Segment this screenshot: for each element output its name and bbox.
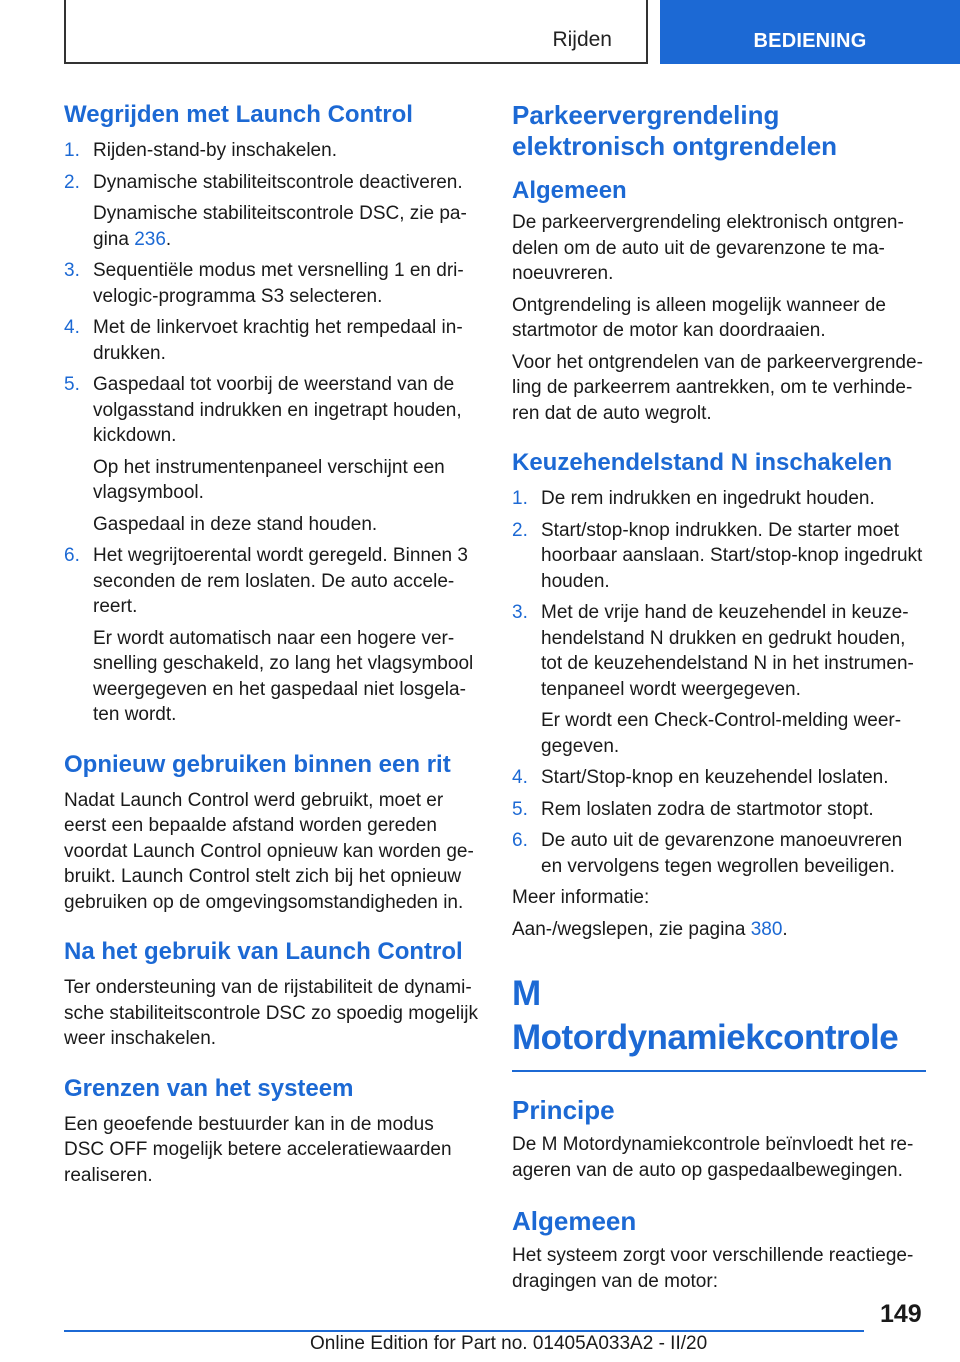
list-item xyxy=(64,372,478,537)
step-text: Met de vrije hand de keuzehendel in keuzehendelstand N drukken en gedrukt houden, tot de keuzehendelstand N in het instrumentenpaneel wordt weergegeven. xyxy=(541,602,914,700)
system-limits-paragraph: Een geoefende bestuurder kan in de modus DSC OFF mogelijk betere acceleratiewaarden realiseren. xyxy=(64,1113,452,1186)
chapter-heading: M Motordynamiekcontrole xyxy=(512,972,926,1072)
step-text: Sequentiële modus met versnelling 1 en drivelogic-programma S3 selecteren. xyxy=(93,260,464,307)
list-item xyxy=(512,486,926,512)
step-text: Start/Stop-knop en keuzehendel loslaten. xyxy=(541,767,889,788)
list-item xyxy=(64,138,478,164)
step-number: 1. xyxy=(64,140,80,161)
left-column xyxy=(64,100,478,1194)
step-number: 3. xyxy=(512,602,528,623)
reuse-heading: Opnieuw gebruiken binnen een rit xyxy=(64,750,451,778)
header-frame xyxy=(64,0,648,64)
list-item xyxy=(512,797,926,823)
reuse-paragraph: Nadat Launch Control werd gebruikt, moet er eerst een bepaalde afstand worden gereden voordat Launch Control opnieuw kan worden gebruikt. Launch Control stelt zich bij het opnieuw gebruiken op de omgevingsomstandigheden in. xyxy=(64,789,474,913)
list-item xyxy=(512,600,926,759)
more-info-label: Meer informatie: xyxy=(512,887,650,908)
step-text: Het wegrijtoerental wordt geregeld. Binnen 3 seconden de rem loslaten. De auto accelereert. xyxy=(93,545,468,617)
after-use-heading: Na het gebruik van Launch Control xyxy=(64,938,463,965)
more-info-reference xyxy=(512,917,926,943)
park-paragraph: De parkeervergrendeling elektronisch ontgrendelen om de auto uit de gevarenzone te manoeuvreren. xyxy=(512,212,904,284)
step-number: 4. xyxy=(512,767,528,788)
step-note: Gaspedaal in deze stand houden. xyxy=(93,513,378,535)
step-note xyxy=(93,201,478,252)
list-item xyxy=(64,258,478,309)
step-number: 6. xyxy=(64,545,80,566)
header-chapter-label: BEDIENING xyxy=(753,29,867,52)
list-item xyxy=(512,518,926,595)
launch-control-heading: Wegrijden met Launch Control xyxy=(64,101,413,128)
step-number: 5. xyxy=(512,798,528,820)
page-number: 149 xyxy=(880,1300,922,1328)
neutral-heading: Keuzehendelstand N inschakelen xyxy=(512,449,893,476)
neutral-steps xyxy=(512,486,926,879)
step-text: Met de linkervoet krachtig het rempedaal indrukken. xyxy=(93,317,463,364)
after-use-paragraph: Ter ondersteuning van de rijstabiliteit de dynamische stabiliteitscontrole DSC zo spoedig mogelijk weer inschakelen. xyxy=(64,977,478,1049)
park-paragraph: Voor het ontgrendelen van de parkeervergrendeling de parkeerrem aantrekken, om te verhinderen dat de auto wegrolt. xyxy=(512,351,923,424)
list-item xyxy=(64,543,478,728)
ref-prefix: Aan-/wegslepen, zie pagina xyxy=(512,918,751,940)
page-reference-link[interactable]: 236 xyxy=(134,228,166,250)
list-item xyxy=(64,170,478,253)
step-text: De rem indrukken en ingedrukt houden. xyxy=(541,488,875,509)
principle-paragraph: De M Motordynamiekcontrole beïnvloedt het reageren van de auto op gaspedaalbewegingen. xyxy=(512,1134,914,1181)
step-note: Op het instrumentenpaneel verschijnt een vlagsymbool. xyxy=(93,456,445,503)
list-item xyxy=(512,765,926,791)
step-number: 4. xyxy=(64,317,80,338)
park-general-heading: Algemeen xyxy=(512,177,627,204)
footer-divider xyxy=(64,1330,864,1332)
list-item xyxy=(512,828,926,879)
step-number: 3. xyxy=(64,260,80,281)
chapter-general-heading: Algemeen xyxy=(512,1206,637,1236)
header-chapter-tab[interactable] xyxy=(660,0,960,64)
step-text: Rijden-stand-by inschakelen. xyxy=(93,140,337,161)
step-number: 5. xyxy=(64,374,80,395)
system-limits-heading: Grenzen van het systeem xyxy=(64,1074,354,1102)
step-number: 2. xyxy=(64,171,80,193)
header-section-title: Rijden xyxy=(552,28,612,51)
step-text: De auto uit de gevarenzone manoeuvreren en vervolgens tegen wegrollen beveiligen. xyxy=(541,830,903,877)
step-text: Dynamische stabiliteitscontrole deactiveren. xyxy=(93,171,463,193)
launch-control-steps xyxy=(64,138,478,728)
footer-edition-text: Online Edition for Part no. 01405A033A2 - II/20 xyxy=(310,1333,708,1354)
step-number: 2. xyxy=(512,519,528,541)
principle-heading: Principe xyxy=(512,1095,615,1125)
step-text: Rem loslaten zodra de startmotor stopt. xyxy=(541,798,874,820)
step-note: Er wordt een Check-Control-melding weergegeven. xyxy=(541,710,902,757)
park-lock-heading: Parkeervergrendeling elektronisch ontgrendelen xyxy=(512,100,838,161)
step-number: 6. xyxy=(512,830,528,851)
step-number: 1. xyxy=(512,488,528,509)
step-text: Gaspedaal tot voorbij de weerstand van de volgasstand indrukken en ingetrapt houden, kickdown. xyxy=(93,374,462,446)
right-column xyxy=(512,100,926,1300)
park-paragraph: Ontgrendeling is alleen mogelijk wanneer de startmotor de motor kan doordraaien. xyxy=(512,294,886,341)
ref-suffix: . xyxy=(165,228,172,250)
chapter-general-paragraph: Het systeem zorgt voor verschillende reactiegedragingen van de motor: xyxy=(512,1245,914,1292)
ref-prefix: Dynamische stabiliteitscontrole DSC, zie pagina xyxy=(93,203,467,250)
ref-suffix: . xyxy=(782,918,788,940)
step-text: Start/stop-knop indrukken. De starter moet hoorbaar aanslaan. Start/stop-knop ingedrukt houden. xyxy=(541,519,923,592)
page-reference-link[interactable]: 380 xyxy=(750,918,783,940)
step-note: Er wordt automatisch naar een hogere versnelling geschakeld, zo lang het vlagsymbool weergegeven en het gaspedaal niet losgelaten wordt. xyxy=(93,627,474,725)
list-item xyxy=(64,315,478,366)
